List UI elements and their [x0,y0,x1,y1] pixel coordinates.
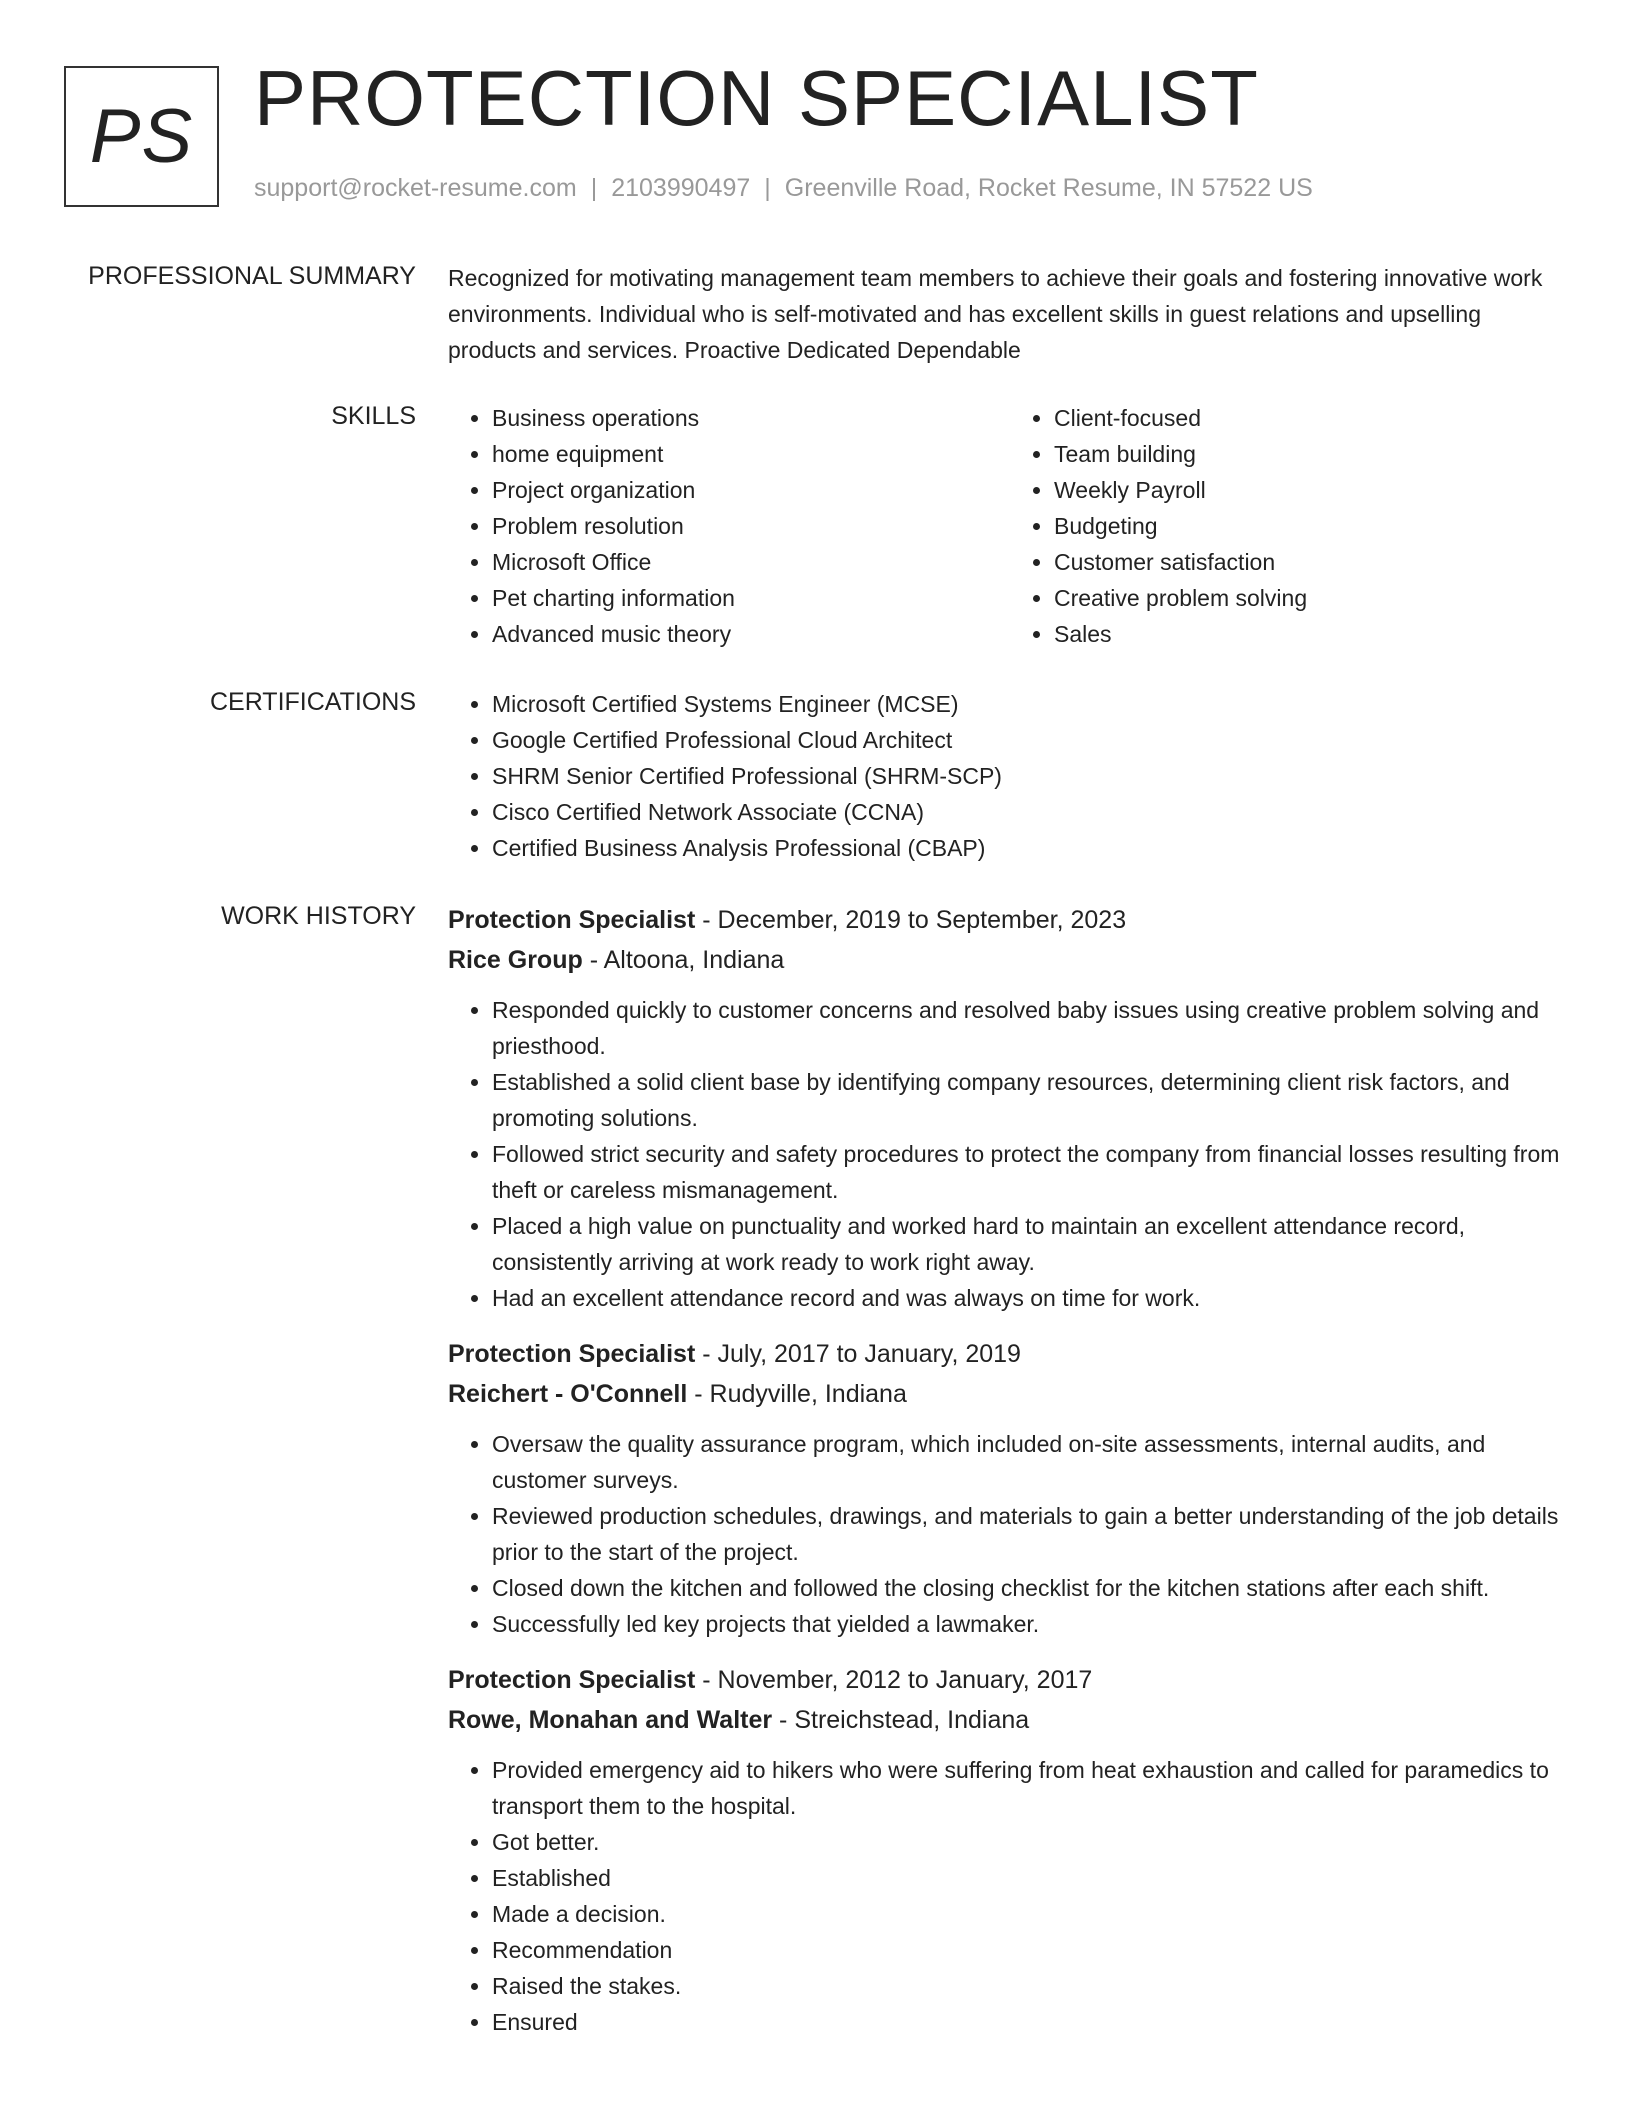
job-bullets [448,1752,1572,2040]
job-entry [448,1660,1572,2040]
job-title: Protection Specialist [448,1340,696,1368]
contact-address: Greenville Road, Rocket Resume, IN 57522 US [784,174,1313,202]
job-dates: - July, 2017 to January, 2019 [695,1340,1021,1368]
job-bullet: • Ensured [492,2004,1572,2040]
job-location: - Streichstead, Indiana [772,1706,1030,1734]
certification-item: • Certified Business Analysis Professional (CBAP) [492,830,1572,866]
skill-item: • home equipment [492,436,1010,472]
section-label: SKILLS [331,402,416,430]
contact-phone[interactable]: 2103990497 [611,174,751,202]
job-bullet: • Responded quickly to customer concerns and resolved baby issues using creative problem solving and priesthood. [492,992,1572,1064]
skills-list-right [1010,400,1572,652]
job-bullet: • Followed strict security and safety procedures to protect the company from financial losses resulting from theft or careless mismanagement. [492,1136,1572,1208]
contact-line [254,174,1313,203]
skill-item: • Client-focused [1054,400,1572,436]
skill-item: • Customer satisfaction [1054,544,1572,580]
job-bullet: • Raised the stakes. [492,1968,1572,2004]
section-label: PROFESSIONAL SUMMARY [88,262,416,290]
job-bullet: • Successfully led key projects that yielded a lawmaker. [492,1606,1572,1642]
job-bullet: • Closed down the kitchen and followed the closing checklist for the kitchen stations after each shift. [492,1570,1572,1606]
job-title-line [448,900,1572,940]
certification-item: • Cisco Certified Network Associate (CCNA) [492,794,1572,830]
skill-item: • Pet charting information [492,580,1010,616]
skill-item: • Team building [1054,436,1572,472]
skills-list-left [448,400,1010,652]
job-company-line [448,1700,1572,1740]
job-bullet: • Established a solid client base by identifying company resources, determining client risk factors, and promoting solutions. [492,1064,1572,1136]
section-label: WORK HISTORY [221,902,416,930]
job-bullet: • Oversaw the quality assurance program, which included on-site assessments, internal audits, and customer surveys. [492,1426,1572,1498]
skill-item: • Project organization [492,472,1010,508]
skill-item: • Creative problem solving [1054,580,1572,616]
job-bullets [448,992,1572,1316]
resume-name: PROTECTION SPECIALIST [254,54,1259,142]
job-title: Protection Specialist [448,906,696,934]
job-bullet: • Placed a high value on punctuality and worked hard to maintain an excellent attendance record, consistently arriving at work ready to work right away. [492,1208,1572,1280]
job-bullet: • Got better. [492,1824,1572,1860]
skill-item: • Microsoft Office [492,544,1010,580]
contact-email[interactable]: support@rocket-resume.com [254,174,577,202]
job-dates: - December, 2019 to September, 2023 [695,906,1127,934]
job-bullet: • Had an excellent attendance record and was always on time for work. [492,1280,1572,1316]
job-bullet: • Recommendation [492,1932,1572,1968]
skill-item: • Weekly Payroll [1054,472,1572,508]
job-entry [448,900,1572,1316]
job-bullets [448,1426,1572,1642]
skill-item: • Business operations [492,400,1010,436]
summary-text: Recognized for motivating management team members to achieve their goals and fostering innovative work environments. Individual who is self-motivated and has excellent skills in guest relations and upselling products and services. Proactive Dedicated Dependable [448,265,1543,363]
job-title-line [448,1334,1572,1374]
job-company-line [448,1374,1572,1414]
monogram-logo [64,66,219,207]
job-bullet: • Reviewed production schedules, drawings, and materials to gain a better understanding of the job details prior to the start of the project. [492,1498,1572,1570]
job-dates: - November, 2012 to January, 2017 [695,1666,1093,1694]
job-bullet: • Made a decision. [492,1896,1572,1932]
job-bullet: • Provided emergency aid to hikers who were suffering from heat exhaustion and called for paramedics to transport them to the hospital. [492,1752,1572,1824]
certification-item: • Google Certified Professional Cloud Architect [492,722,1572,758]
job-location: - Rudyville, Indiana [687,1380,907,1408]
skill-item: • Problem resolution [492,508,1010,544]
skill-item: • Sales [1054,616,1572,652]
skill-item: • Budgeting [1054,508,1572,544]
skill-item: • Advanced music theory [492,616,1010,652]
job-company: Rice Group [448,946,583,974]
job-title: Protection Specialist [448,1666,696,1694]
job-bullet: • Established [492,1860,1572,1896]
job-title-line [448,1660,1572,1700]
job-company: Rowe, Monahan and Walter [448,1706,773,1734]
contact-separator: | [764,174,771,202]
certification-item: • SHRM Senior Certified Professional (SHRM-SCP) [492,758,1572,794]
job-company-line [448,940,1572,980]
contact-separator: | [590,174,598,202]
section-label: CERTIFICATIONS [209,688,416,716]
monogram-initials: PS [89,94,194,179]
job-entry [448,1334,1572,1642]
job-location: - Altoona, Indiana [582,946,785,974]
certification-item: • Microsoft Certified Systems Engineer (MCSE) [492,686,1572,722]
job-company: Reichert - O'Connell [448,1380,688,1408]
certifications-list [448,686,1572,866]
